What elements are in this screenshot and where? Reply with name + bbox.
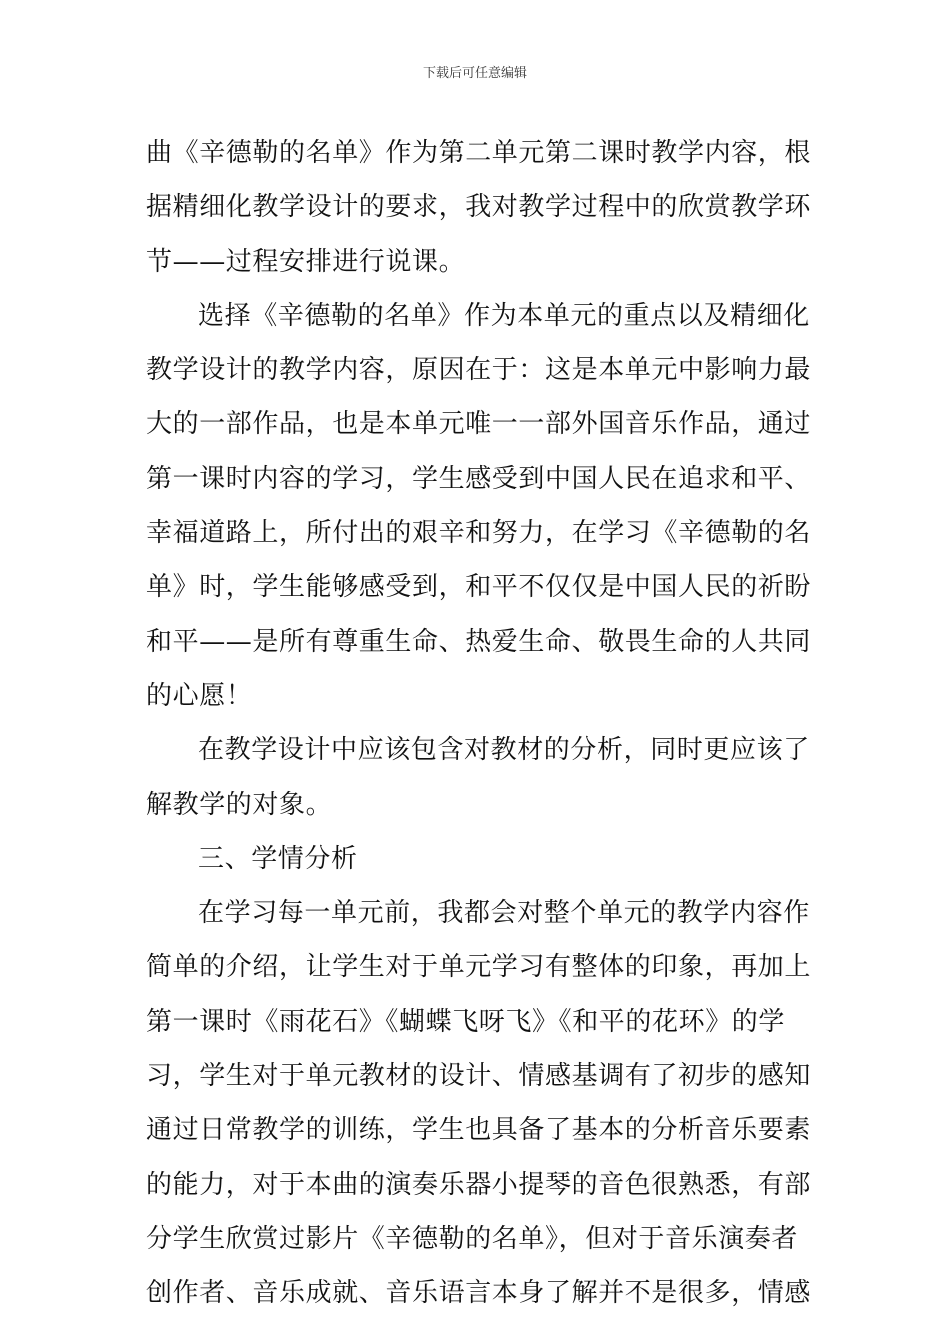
text-line: 在教学设计中应该包含对教材的分析，同时更应该了 — [198, 735, 810, 766]
page-header-note: 下载后可任意编辑 — [422, 66, 527, 81]
text-line: 幸福道路上，所付出的艰辛和努力，在学习《辛德勒的名 — [146, 518, 812, 549]
text-line: 曲《辛德勒的名单》作为第二单元第二课时教学内容，根 — [146, 138, 812, 168]
text-line: 解教学的对象。 — [146, 789, 333, 820]
text-line: 通过日常教学的训练，学生也具备了基本的分析音乐要素 — [146, 1115, 812, 1146]
text-line: 据精细化教学设计的要求，我对教学过程中的欣赏教学环 — [146, 192, 812, 223]
text-line: 第一课时内容的学习，学生感受到中国人民在追求和平、 — [146, 463, 812, 494]
section-heading: 三、学情分析 — [198, 843, 358, 874]
text-line: 教学设计的教学内容，原因在于：这是本单元中影响力最 — [146, 355, 812, 386]
text-line: 的能力，对于本曲的演奏乐器小提琴的音色很熟悉，有部 — [146, 1169, 812, 1200]
text-line: 习，学生对于单元教材的设计、情感基调有了初步的感知 — [146, 1061, 812, 1092]
text-line: 大的一部作品，也是本单元唯一一部外国音乐作品，通过 — [146, 409, 812, 440]
text-line: 选择《辛德勒的名单》作为本单元的重点以及精细化 — [198, 300, 810, 331]
document-body — [146, 126, 812, 1321]
text-line: 和平——是所有尊重生命、热爱生命、敬畏生命的人共同 — [146, 626, 812, 657]
text-line: 简单的介绍，让学生对于单元学习有整体的印象，再加上 — [146, 952, 812, 983]
text-line: 第一课时《雨花石》《蝴蝶飞呀飞》《和平的花环》的学 — [146, 1006, 786, 1037]
text-line: 创作者、音乐成就、音乐语言本身了解并不是很多，情感 — [146, 1278, 812, 1309]
text-line: 的心愿！ — [146, 680, 253, 711]
text-line: 在学习每一单元前，我都会对整个单元的教学内容作 — [198, 898, 810, 929]
text-line: 节——过程安排进行说课。 — [146, 246, 466, 277]
text-line: 单》时，学生能够感受到，和平不仅仅是中国人民的祈盼 — [146, 572, 812, 603]
text-line: 分学生欣赏过影片《辛德勒的名单》，但对于音乐演奏者 — [146, 1223, 799, 1254]
